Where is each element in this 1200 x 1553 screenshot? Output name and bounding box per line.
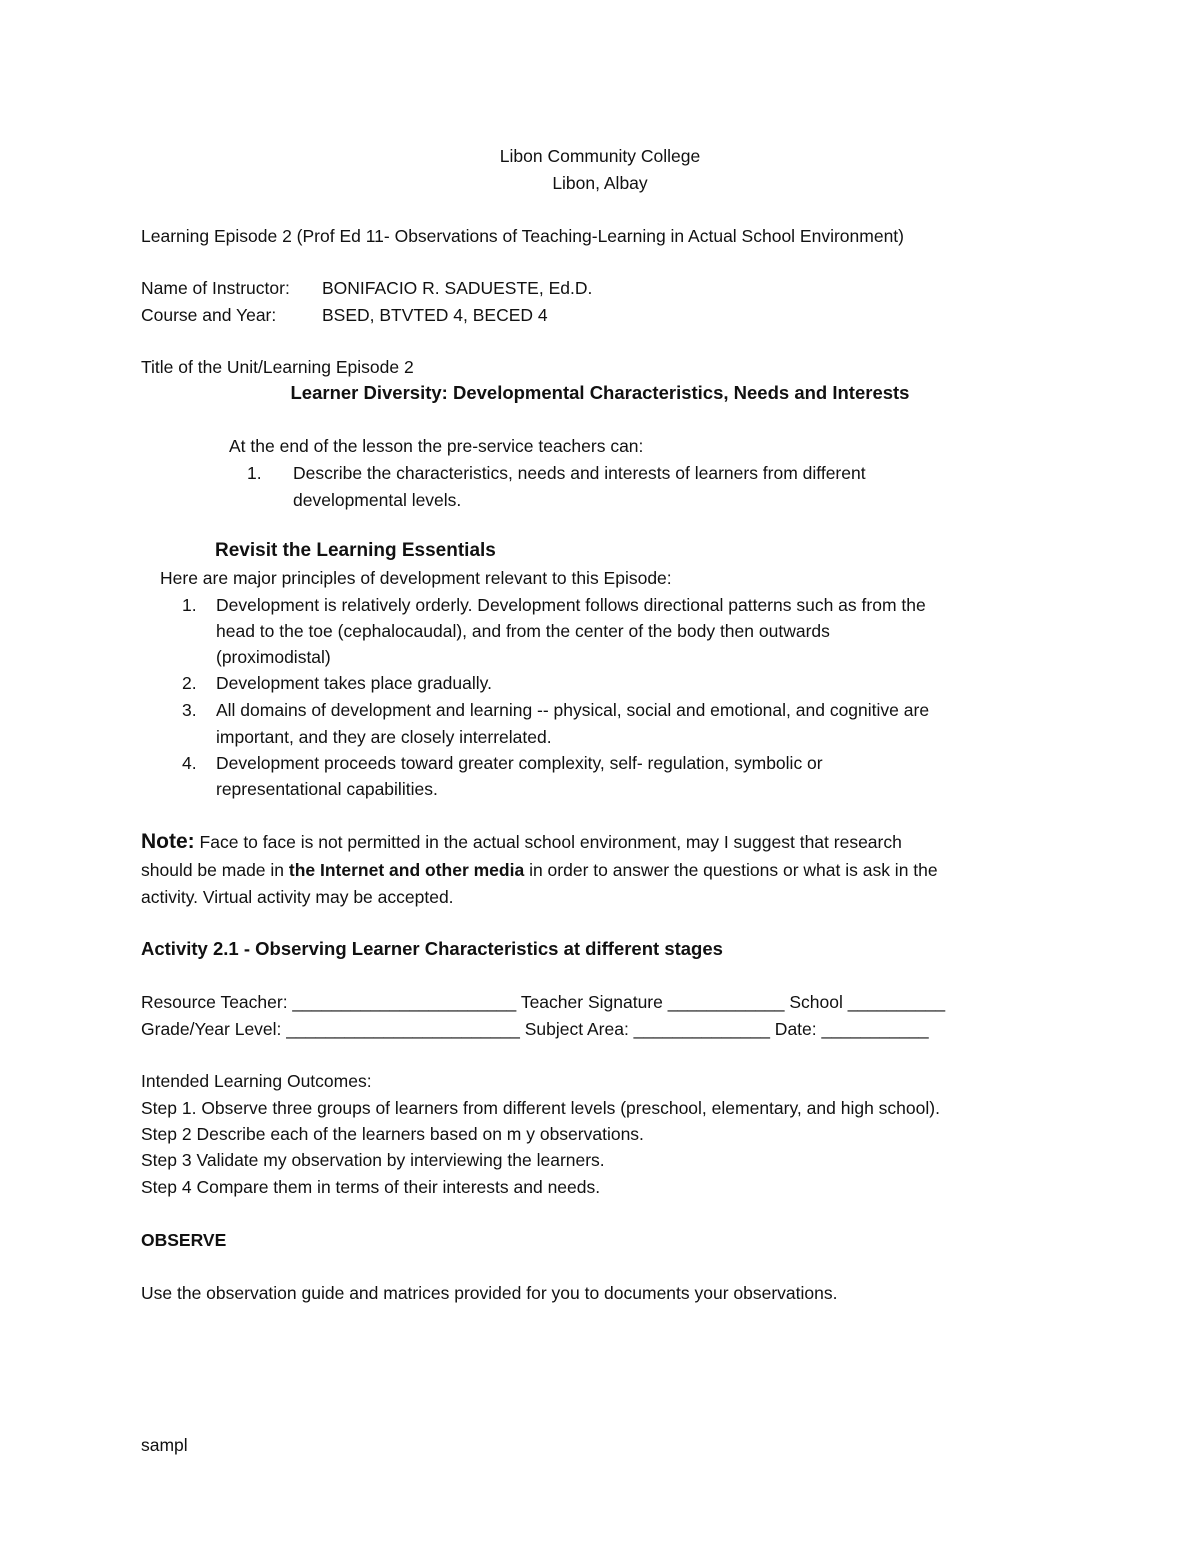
principle-line: Development is relatively orderly. Development follows directional patterns such as from the xyxy=(216,595,926,615)
principle-number: 1. xyxy=(182,595,197,615)
principle-number: 2. xyxy=(182,673,197,693)
principle-line: important, and they are closely interrelated. xyxy=(216,727,552,747)
unit-title-label: Title of the Unit/Learning Episode 2 xyxy=(141,357,414,377)
note-text: should be made in xyxy=(141,860,289,880)
instructor-label: Name of Instructor: xyxy=(141,278,290,298)
footer-text: sampl xyxy=(141,1435,188,1455)
outcome-step: Step 1. Observe three groups of learners from different levels (preschool, elementary, and high school). xyxy=(141,1098,940,1118)
outcome-step: Step 4 Compare them in terms of their interests and needs. xyxy=(141,1177,601,1197)
principle-line: representational capabilities. xyxy=(216,779,438,799)
observe-heading: OBSERVE xyxy=(141,1230,227,1250)
principle-line: Development takes place gradually. xyxy=(216,673,492,693)
note-line-2 xyxy=(141,859,938,881)
principle-line: (proximodistal) xyxy=(216,647,331,667)
principle-number: 3. xyxy=(182,700,197,720)
note-text: in order to answer the questions or what is ask in the xyxy=(524,860,938,880)
outcomes-heading: Intended Learning Outcomes: xyxy=(141,1071,372,1091)
outcome-step: Step 3 Validate my observation by interviewing the learners. xyxy=(141,1150,605,1170)
instructor-value: BONIFACIO R. SADUESTE, Ed.D. xyxy=(322,278,593,298)
note-emphasis: the Internet and other media xyxy=(288,860,525,880)
activity-heading: Activity 2.1 - Observing Learner Characteristics at different stages xyxy=(141,938,723,959)
course-label: Course and Year: xyxy=(141,305,277,325)
essentials-intro: Here are major principles of development relevant to this Episode: xyxy=(160,568,672,588)
note-line-3: activity. Virtual activity may be accepted. xyxy=(141,887,454,907)
unit-title: Learner Diversity: Developmental Characteristics, Needs and Interests xyxy=(290,382,910,403)
course-value: BSED, BTVTED 4, BECED 4 xyxy=(322,305,548,325)
activity-form-row-1: Resource Teacher: _______________________ Teacher Signature ____________ School __________ xyxy=(141,992,946,1012)
college-location: Libon, Albay xyxy=(552,173,648,193)
outcome-step: Step 2 Describe each of the learners based on m y observations. xyxy=(141,1124,644,1144)
principle-line: head to the toe (cephalocaudal), and from the center of the body then outwards xyxy=(216,621,830,641)
note-label: Note: xyxy=(141,830,195,853)
principle-line: All domains of development and learning -- physical, social and emotional, and cognitive are xyxy=(216,700,930,720)
objective-number: 1. xyxy=(247,463,262,483)
college-name: Libon Community College xyxy=(499,146,701,166)
objective-line: Describe the characteristics, needs and interests of learners from different xyxy=(293,463,866,483)
note-text: Face to face is not permitted in the actual school environment, may I suggest that research xyxy=(199,832,902,852)
principle-number: 4. xyxy=(182,753,197,773)
activity-form-row-2: Grade/Year Level: ________________________ Subject Area: ______________ Date: ___________ xyxy=(141,1019,929,1039)
principle-line: Development proceeds toward greater complexity, self- regulation, symbolic or xyxy=(216,753,823,773)
episode-line: Learning Episode 2 (Prof Ed 11- Observations of Teaching-Learning in Actual School Environment) xyxy=(141,226,904,246)
note-line-1 xyxy=(141,831,902,853)
objectives-intro: At the end of the lesson the pre-service teachers can: xyxy=(229,436,644,456)
observe-text: Use the observation guide and matrices provided for you to documents your observations. xyxy=(141,1283,838,1303)
objective-line: developmental levels. xyxy=(293,490,462,510)
essentials-heading: Revisit the Learning Essentials xyxy=(215,540,496,561)
